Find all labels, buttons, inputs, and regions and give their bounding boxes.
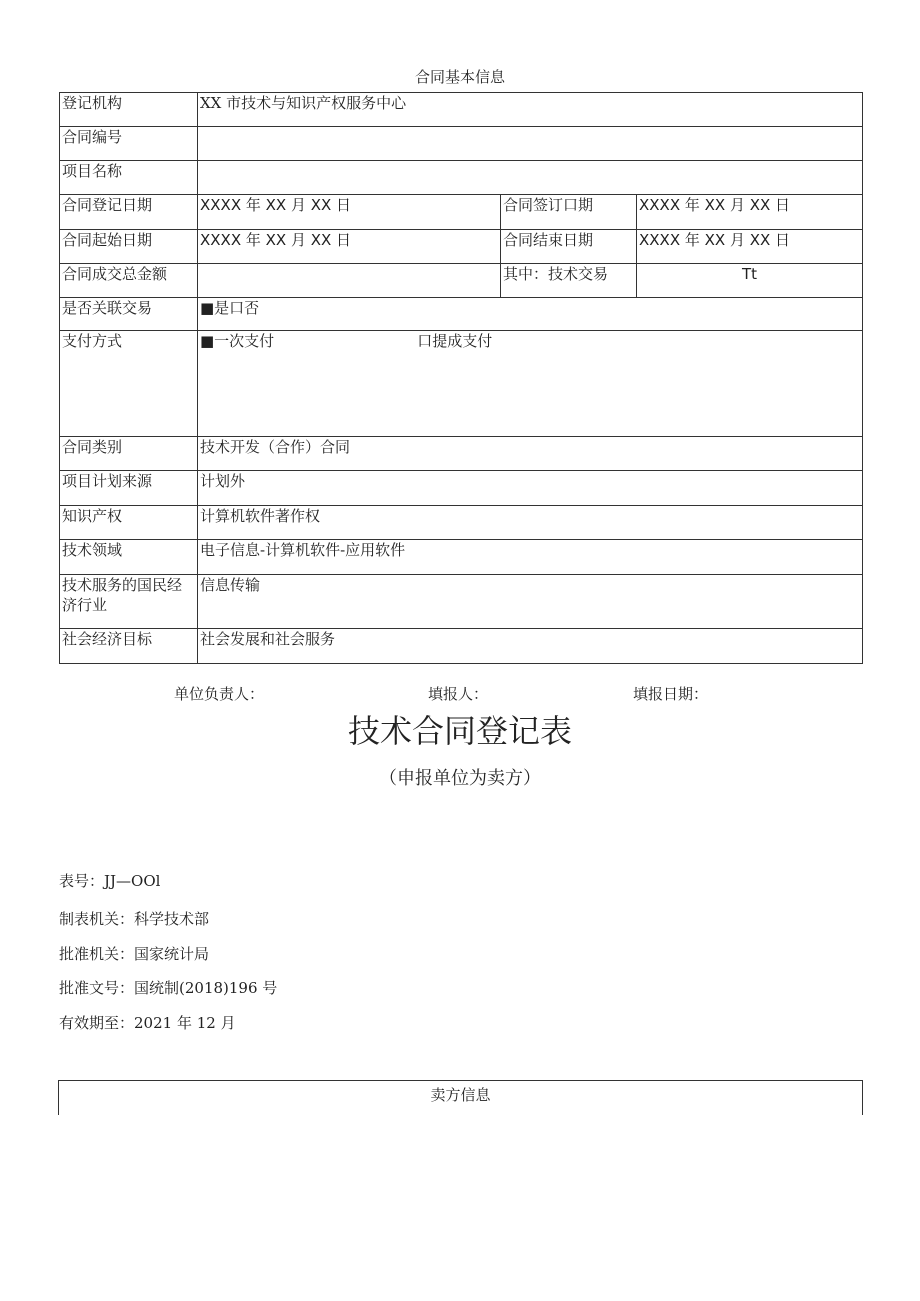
category-value: 技术开发（合作）合同 xyxy=(198,437,863,471)
related-value: ■是口否 xyxy=(198,298,863,331)
valid-until: 有效期至：2021 年 12 月 xyxy=(59,1014,236,1032)
ip-value: 计算机软件著作权 xyxy=(198,506,863,540)
end-date-label: 合同结束日期 xyxy=(501,230,637,264)
table-row xyxy=(60,437,863,471)
table-row xyxy=(60,93,863,127)
contract-no-value xyxy=(198,127,863,161)
industry-label: 技术服务的国民经济行业 xyxy=(60,575,198,629)
start-date-label: 合同起始日期 xyxy=(60,230,198,264)
project-name-value xyxy=(198,161,863,195)
register-date-value: XXXX 年 XX 月 XX 日 xyxy=(198,195,501,230)
tech-trade-label: 其中：技术交易 xyxy=(501,264,637,298)
category-label: 合同类别 xyxy=(60,437,198,471)
table-row xyxy=(60,575,863,629)
table-row xyxy=(60,331,863,437)
unit-head-label: 单位负责人： xyxy=(174,685,265,703)
plan-source-value: 计划外 xyxy=(198,471,863,506)
register-date-label: 合同登记日期 xyxy=(60,195,198,230)
payment-label: 支付方式 xyxy=(60,331,198,437)
page-title: 技术合同登记表 xyxy=(347,712,572,750)
form-approver: 批准机关：国家统计局 xyxy=(59,945,210,963)
table-row xyxy=(60,264,863,298)
form-maker: 制表机关：科学技术部 xyxy=(59,910,210,928)
total-amount-value xyxy=(198,264,501,298)
page-subtitle: （申报单位为卖方） xyxy=(379,768,541,789)
total-amount-label: 合同成交总金额 xyxy=(60,264,198,298)
industry-value: 信息传输 xyxy=(198,575,863,629)
payment-option-single: ■一次支付 xyxy=(200,332,275,350)
seller-info-title: 卖方信息 xyxy=(430,1086,491,1104)
table-row xyxy=(60,471,863,506)
contract-no-label: 合同编号 xyxy=(60,127,198,161)
domain-value: 电子信息-计算机软件-应用软件 xyxy=(198,540,863,575)
project-name-label: 项目名称 xyxy=(60,161,198,195)
plan-source-label: 项目计划来源 xyxy=(60,471,198,506)
goal-label: 社会经济目标 xyxy=(60,629,198,664)
ip-label: 知识产权 xyxy=(60,506,198,540)
contract-info-table xyxy=(59,92,863,664)
table-row xyxy=(60,506,863,540)
registrar-value: XX 市技术与知识产权服务中心 xyxy=(198,93,863,127)
related-label: 是否关联交易 xyxy=(60,298,198,331)
payment-value xyxy=(198,331,863,437)
fill-date-label: 填报日期： xyxy=(633,685,709,703)
seller-info-box xyxy=(58,1080,863,1115)
start-date-value: XXXX 年 XX 月 XX 日 xyxy=(198,230,501,264)
domain-label: 技术领域 xyxy=(60,540,198,575)
goal-value: 社会发展和社会服务 xyxy=(198,629,863,664)
end-date-value: XXXX 年 XX 月 XX 日 xyxy=(637,230,863,264)
filler-label: 填报人： xyxy=(428,685,489,703)
table-row xyxy=(60,161,863,195)
form-number: 表号：JJ—OOl xyxy=(59,872,161,890)
registrar-label: 登记机构 xyxy=(60,93,198,127)
table-row xyxy=(60,540,863,575)
approval-number: 批准文号：国统制(2018)196 号 xyxy=(59,979,278,997)
sign-date-label: 合同签订口期 xyxy=(501,195,637,230)
section-title: 合同基本信息 xyxy=(414,68,505,86)
table-row xyxy=(60,230,863,264)
table-row xyxy=(60,195,863,230)
payment-option-royalty: 口提成支付 xyxy=(417,332,493,350)
table-row xyxy=(60,127,863,161)
tech-trade-value: Tt xyxy=(637,264,863,298)
sign-date-value: XXXX 年 XX 月 XX 日 xyxy=(637,195,863,230)
table-row xyxy=(60,298,863,331)
table-row xyxy=(60,629,863,664)
